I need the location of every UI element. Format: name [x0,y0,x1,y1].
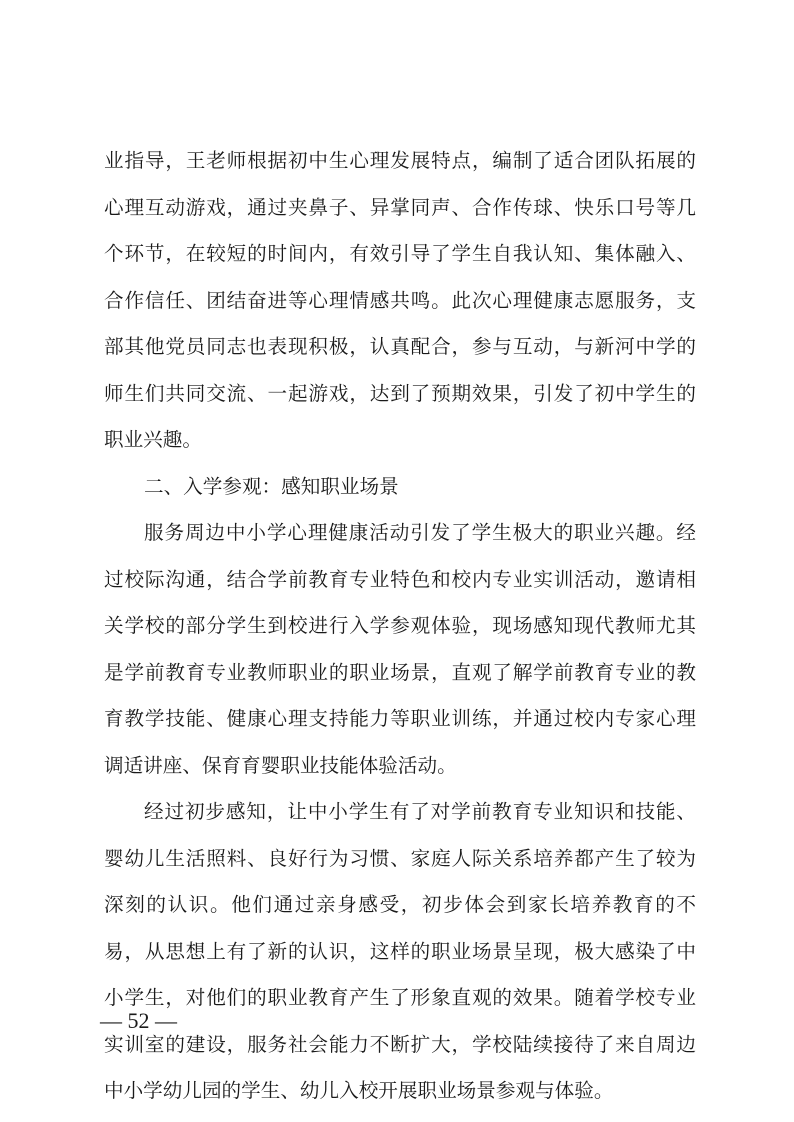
text-line: 是学前教育专业教师职业的职业场景，直观了解学前教育专业的教 [104,660,696,684]
text-line: 过校际沟通，结合学前教育专业特色和校内专业实训活动，邀请相 [104,567,696,591]
text-line: 实训室的建设，服务社会能力不断扩大，学校陆续接待了来自周边 [104,1032,696,1056]
text-line: 师生们共同交流、一起游戏，达到了预期效果，引发了初中学生的 [104,381,696,405]
body-text [104,138,696,1115]
section-heading: 二、入学参观：感知职业场景 [144,474,399,498]
text-line: 部其他党员同志也表现积极，认真配合，参与互动，与新河中学的 [104,335,696,358]
text-line: 婴幼儿生活照料、良好行为习惯、家庭人际关系培养都产生了较为 [104,846,696,870]
text-line: 育教学技能、健康心理支持能力等职业训练，并通过校内专家心理 [104,707,696,730]
text-line: 个环节，在较短的时间内，有效引导了学生自我认知、集体融入、 [104,242,696,265]
text-line: 小学生，对他们的职业教育产生了形象直观的效果。随着学校专业 [104,986,696,1009]
text-line: 服务周边中小学心理健康活动引发了学生极大的职业兴趣。经 [144,521,696,544]
text-line: 职业兴趣。 [104,428,202,451]
text-line: 业指导，王老师根据初中生心理发展特点，编制了适合团队拓展的 [104,149,696,172]
text-line: 经过初步感知，让中小学生有了对学前教育专业知识和技能、 [144,800,696,823]
text-line: 中小学幼儿园的学生、幼儿入校开展职业场景参观与体验。 [104,1079,614,1102]
page-number: — 52 — [100,1008,177,1033]
text-line: 关学校的部分学生到校进行入学参观体验，现场感知现代教师尤其 [104,614,696,637]
text-line: 调适讲座、保育育婴职业技能体验活动。 [104,753,457,777]
text-line: 合作信任、团结奋进等心理情感共鸣。此次心理健康志愿服务，支 [104,288,696,312]
text-line: 心理互动游戏，通过夹鼻子、异掌同声、合作传球、快乐口号等几 [104,195,696,219]
text-line: 易，从思想上有了新的认识，这样的职业场景呈现，极大感染了中 [104,939,696,963]
text-line: 深刻的认识。他们通过亲身感受，初步体会到家长培养教育的不 [104,893,696,916]
